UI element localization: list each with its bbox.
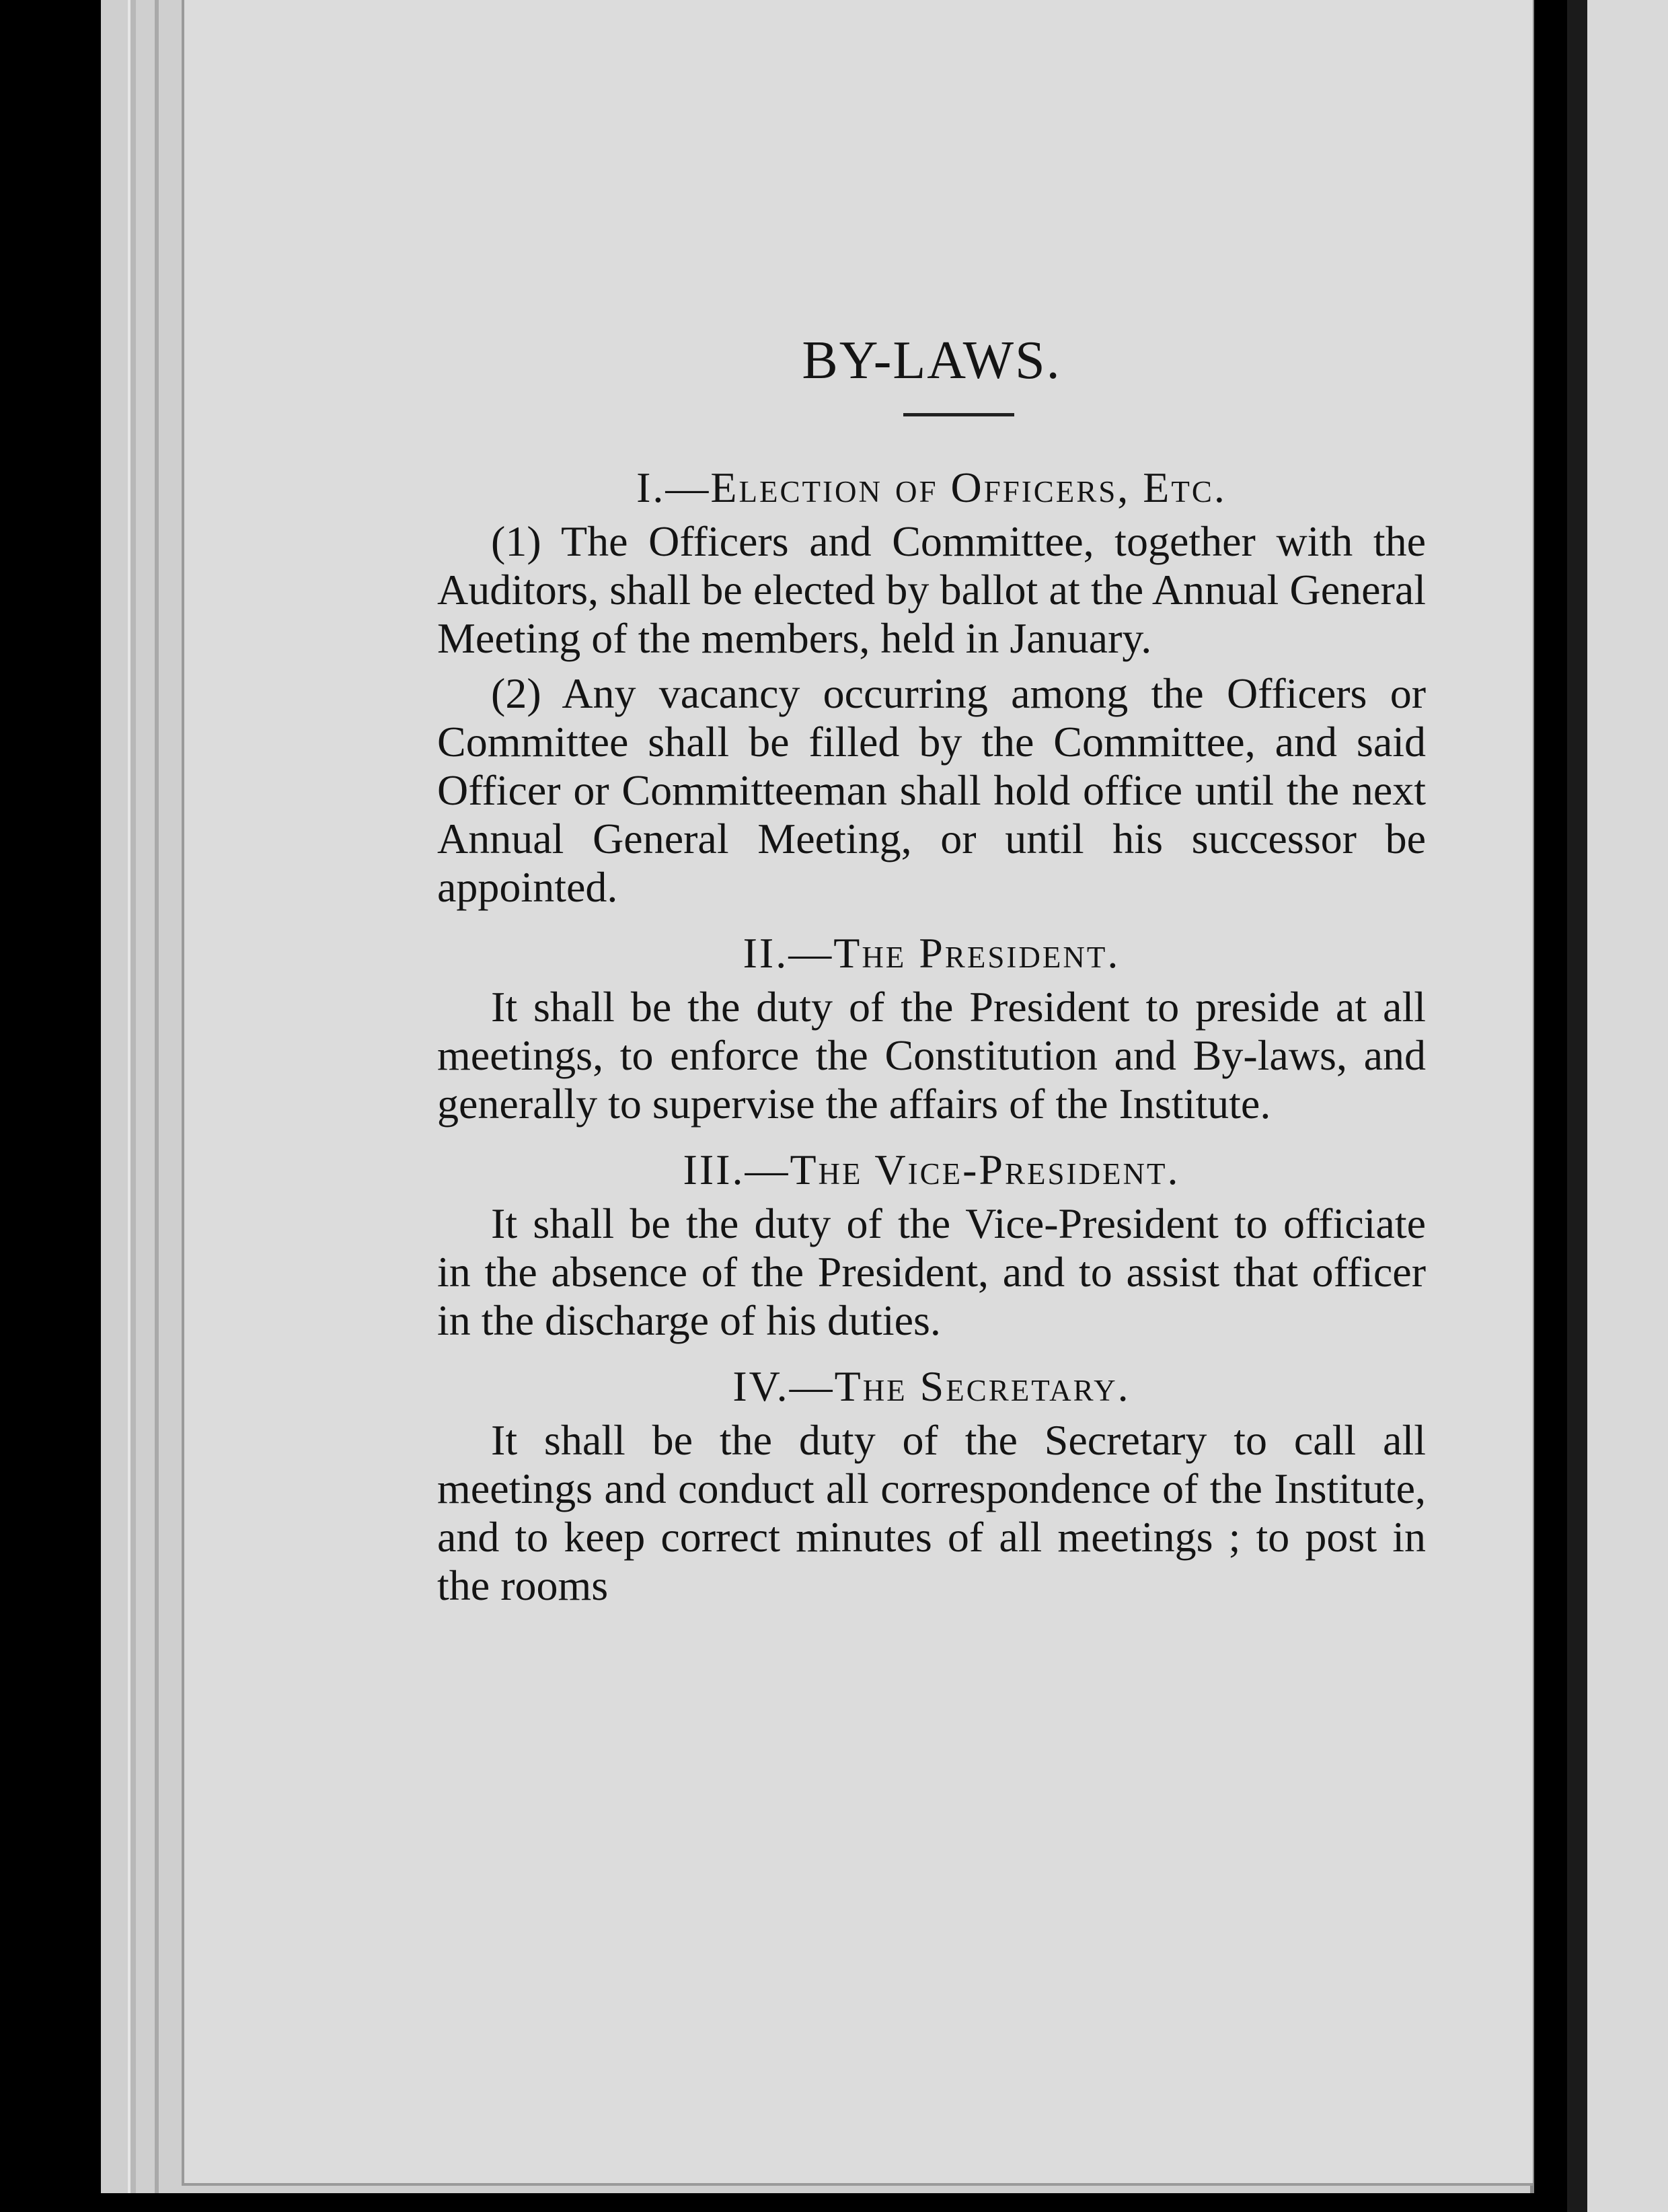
paragraph: (2) Any vacancy occurring among the Officers or Committee shall be filled by the Committee, and said Officer or Committeeman shall hold office until the next Annual General Meeting, or until his successor be appointed.: [437, 669, 1426, 911]
paragraph: It shall be the duty of the Secretary to call all meetings and conduct all correspondence of the Institute, and to keep correct minutes of all meetings ; to post in the rooms: [437, 1416, 1426, 1609]
section-heading: II.—The President.: [743, 929, 1121, 977]
section-election: [437, 464, 1426, 912]
section-heading: IV.—The Secretary.: [732, 1362, 1131, 1410]
section-secretary: [437, 1362, 1426, 1610]
document-title: BY-LAWS.: [802, 331, 1061, 390]
paragraph: (1) The Officers and Committee, together with the Auditors, shall be elected by ballot at the Annual General Meeting of the members, held in January.: [437, 517, 1426, 662]
title-rule: [903, 413, 1014, 416]
paragraph: It shall be the duty of the Vice-President to officiate in the absence of the President, and to assist that officer in the discharge of his duties.: [437, 1200, 1426, 1344]
section-heading: I.—Election of Officers, Etc.: [636, 464, 1227, 511]
section-heading: III.—The Vice-President.: [683, 1146, 1180, 1193]
page-text: [437, 331, 1426, 1617]
section-president: [437, 929, 1426, 1128]
section-vice-president: [437, 1146, 1426, 1345]
paragraph: It shall be the duty of the President to preside at all meetings, to enforce the Constitution and By-laws, and generally to supervise the affairs of the Institute.: [437, 983, 1426, 1128]
facing-page-edge: [1567, 0, 1668, 2212]
